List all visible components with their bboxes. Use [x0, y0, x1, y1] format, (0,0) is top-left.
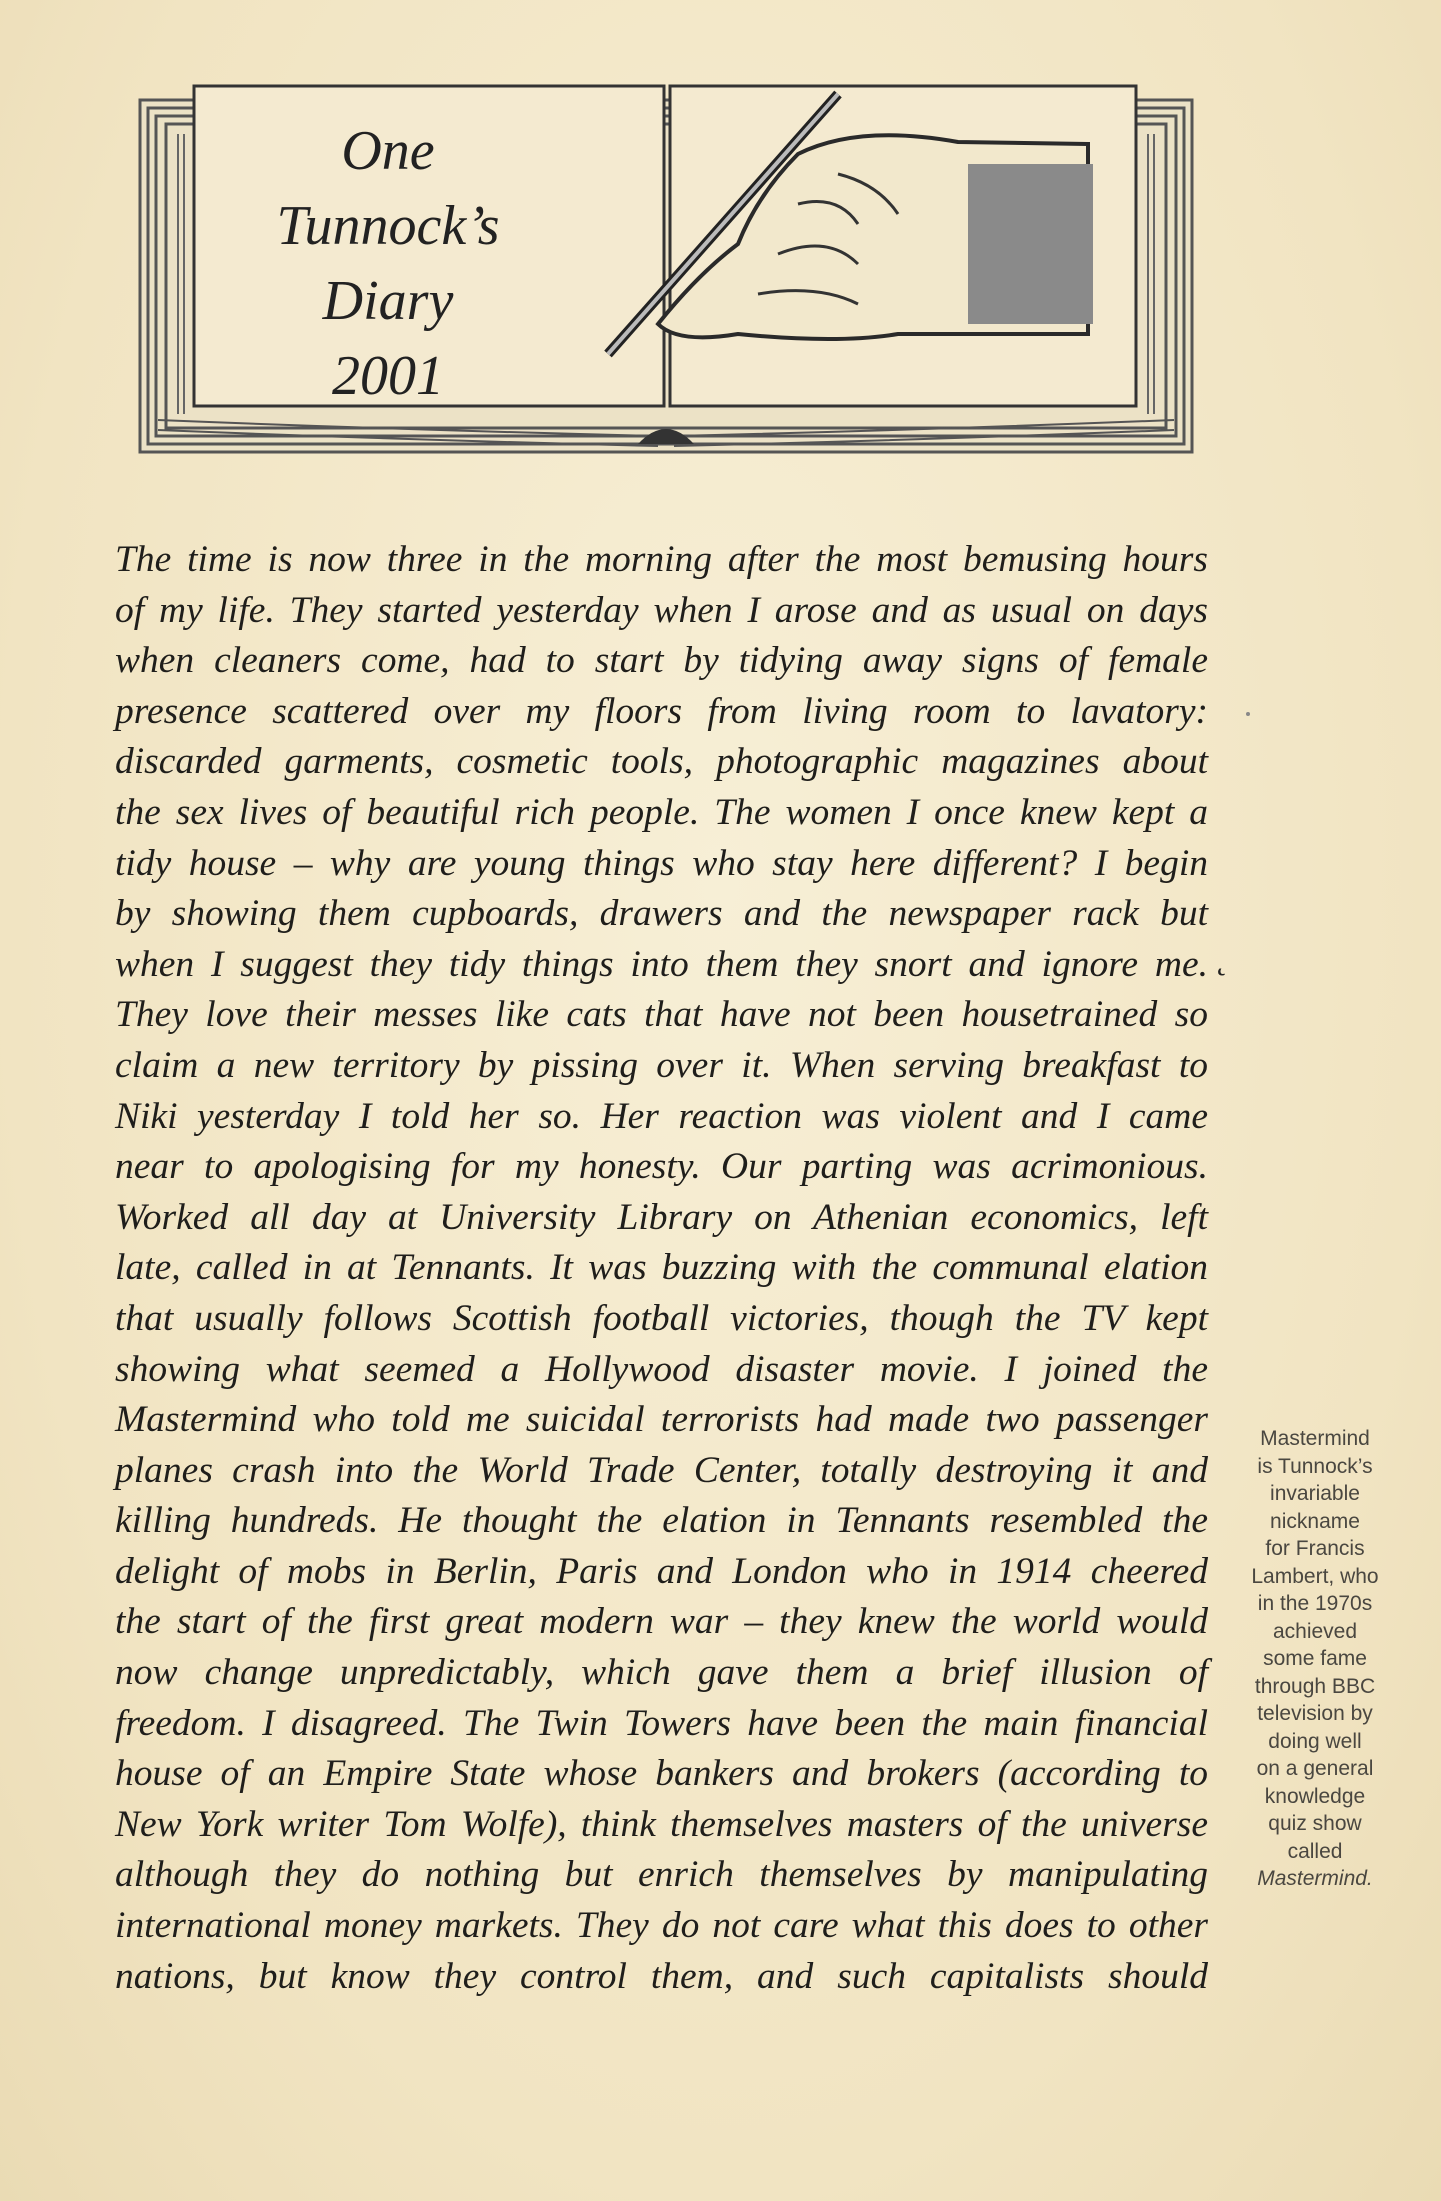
- text-line: when I suggest they tidy things into them they snort and ignore me.: [115, 943, 1208, 985]
- pencil-tick-mark: ˛: [1216, 940, 1228, 977]
- margin-note-line: Mastermind: [1260, 1427, 1370, 1450]
- speck-mark: [1246, 712, 1250, 716]
- title-line-year: 2001: [332, 345, 444, 407]
- margin-note-line: on a general: [1256, 1757, 1374, 1780]
- text-line: when cleaners come, had to start by tidying away signs of female: [115, 640, 1208, 682]
- margin-note-line: in the 1970s: [1257, 1592, 1373, 1615]
- margin-note-line: achieved: [1272, 1619, 1358, 1643]
- margin-note-line: is Tunnock’s: [1257, 1454, 1373, 1478]
- diary-title: [228, 114, 548, 414]
- margin-note-line: called: [1287, 1839, 1343, 1863]
- title-line-one: One: [341, 120, 435, 182]
- text-line: tidy house – why are young things who stay here different? I begin: [115, 842, 1208, 884]
- text-line: although they do nothing but enrich themselves by manipulating: [115, 1854, 1208, 1896]
- margin-note-line: Lambert, who: [1251, 1564, 1379, 1588]
- text-line: killing hundreds. He thought the elation in Tennants resembled the: [115, 1500, 1208, 1542]
- margin-note-line: invariable: [1270, 1482, 1360, 1505]
- text-line: near to apologising for my honesty. Our parting was acrimonious.: [115, 1146, 1208, 1188]
- diary-title-illustration: [138, 84, 1194, 470]
- text-line: house of an Empire State whose bankers and brokers (according to: [115, 1753, 1208, 1795]
- margin-note-line: quiz show: [1268, 1812, 1362, 1835]
- text-line: showing what seemed a Hollywood disaster movie. I joined the: [115, 1348, 1208, 1390]
- margin-note: [1230, 1425, 1400, 1893]
- text-line: claim a new territory by pissing over it. When serving breakfast to: [115, 1044, 1208, 1086]
- diary-entry-text: [115, 535, 1208, 2002]
- margin-note-line: through BBC: [1254, 1674, 1376, 1698]
- text-line: planes crash into the World Trade Center, totally destroying it and: [115, 1449, 1208, 1491]
- margin-note-line: doing well: [1268, 1729, 1362, 1753]
- text-line: the start of the first great modern war – they knew the world would: [115, 1601, 1208, 1643]
- text-line: delight of mobs in Berlin, Paris and London who in 1914 cheered: [115, 1550, 1208, 1592]
- text-line: presence scattered over my floors from living room to lavatory:: [115, 690, 1208, 732]
- text-line: New York writer Tom Wolfe), think themselves masters of the universe: [115, 1803, 1208, 1845]
- text-line: The time is now three in the morning after the most bemusing hours: [115, 539, 1208, 580]
- text-line: discarded garments, cosmetic tools, photographic magazines about: [115, 741, 1208, 783]
- text-line: nations, but know they control them, and such capitalists should: [115, 1955, 1208, 1997]
- margin-note-line: television by: [1257, 1702, 1373, 1725]
- text-line: freedom. I disagreed. The Twin Towers have been the main financial: [115, 1702, 1208, 1744]
- text-line: They love their messes like cats that have not been housetrained so: [115, 994, 1208, 1036]
- margin-note-line: Mastermind.: [1257, 1867, 1373, 1890]
- text-line: Worked all day at University Library on Athenian economics, left: [115, 1196, 1208, 1238]
- text-line: international money markets. They do not care what this does to other: [115, 1905, 1208, 1947]
- text-line: the sex lives of beautiful rich people. The women I once knew kept a: [115, 791, 1208, 833]
- margin-note-line: some fame: [1263, 1647, 1367, 1670]
- text-line: now change unpredictably, which gave them a brief illusion of: [115, 1652, 1208, 1694]
- title-line-diary: Tunnock’s Diary: [276, 195, 500, 332]
- margin-note-line: knowledge: [1264, 1784, 1366, 1808]
- margin-note-line: nickname: [1270, 1509, 1360, 1533]
- text-line: by showing them cupboards, drawers and the newspaper rack but: [115, 893, 1208, 935]
- text-line: Niki yesterday I told her so. Her reaction was violent and I came: [115, 1095, 1208, 1137]
- text-line: Mastermind who told me suicidal terrorists had made two passenger: [115, 1399, 1208, 1441]
- text-line: that usually follows Scottish football victories, though the TV kept: [115, 1297, 1208, 1339]
- text-line: late, called in at Tennants. It was buzzing with the communal elation: [115, 1247, 1208, 1289]
- text-line: of my life. They started yesterday when I arose and as usual on days: [115, 589, 1208, 631]
- margin-note-line: for Francis: [1265, 1537, 1365, 1560]
